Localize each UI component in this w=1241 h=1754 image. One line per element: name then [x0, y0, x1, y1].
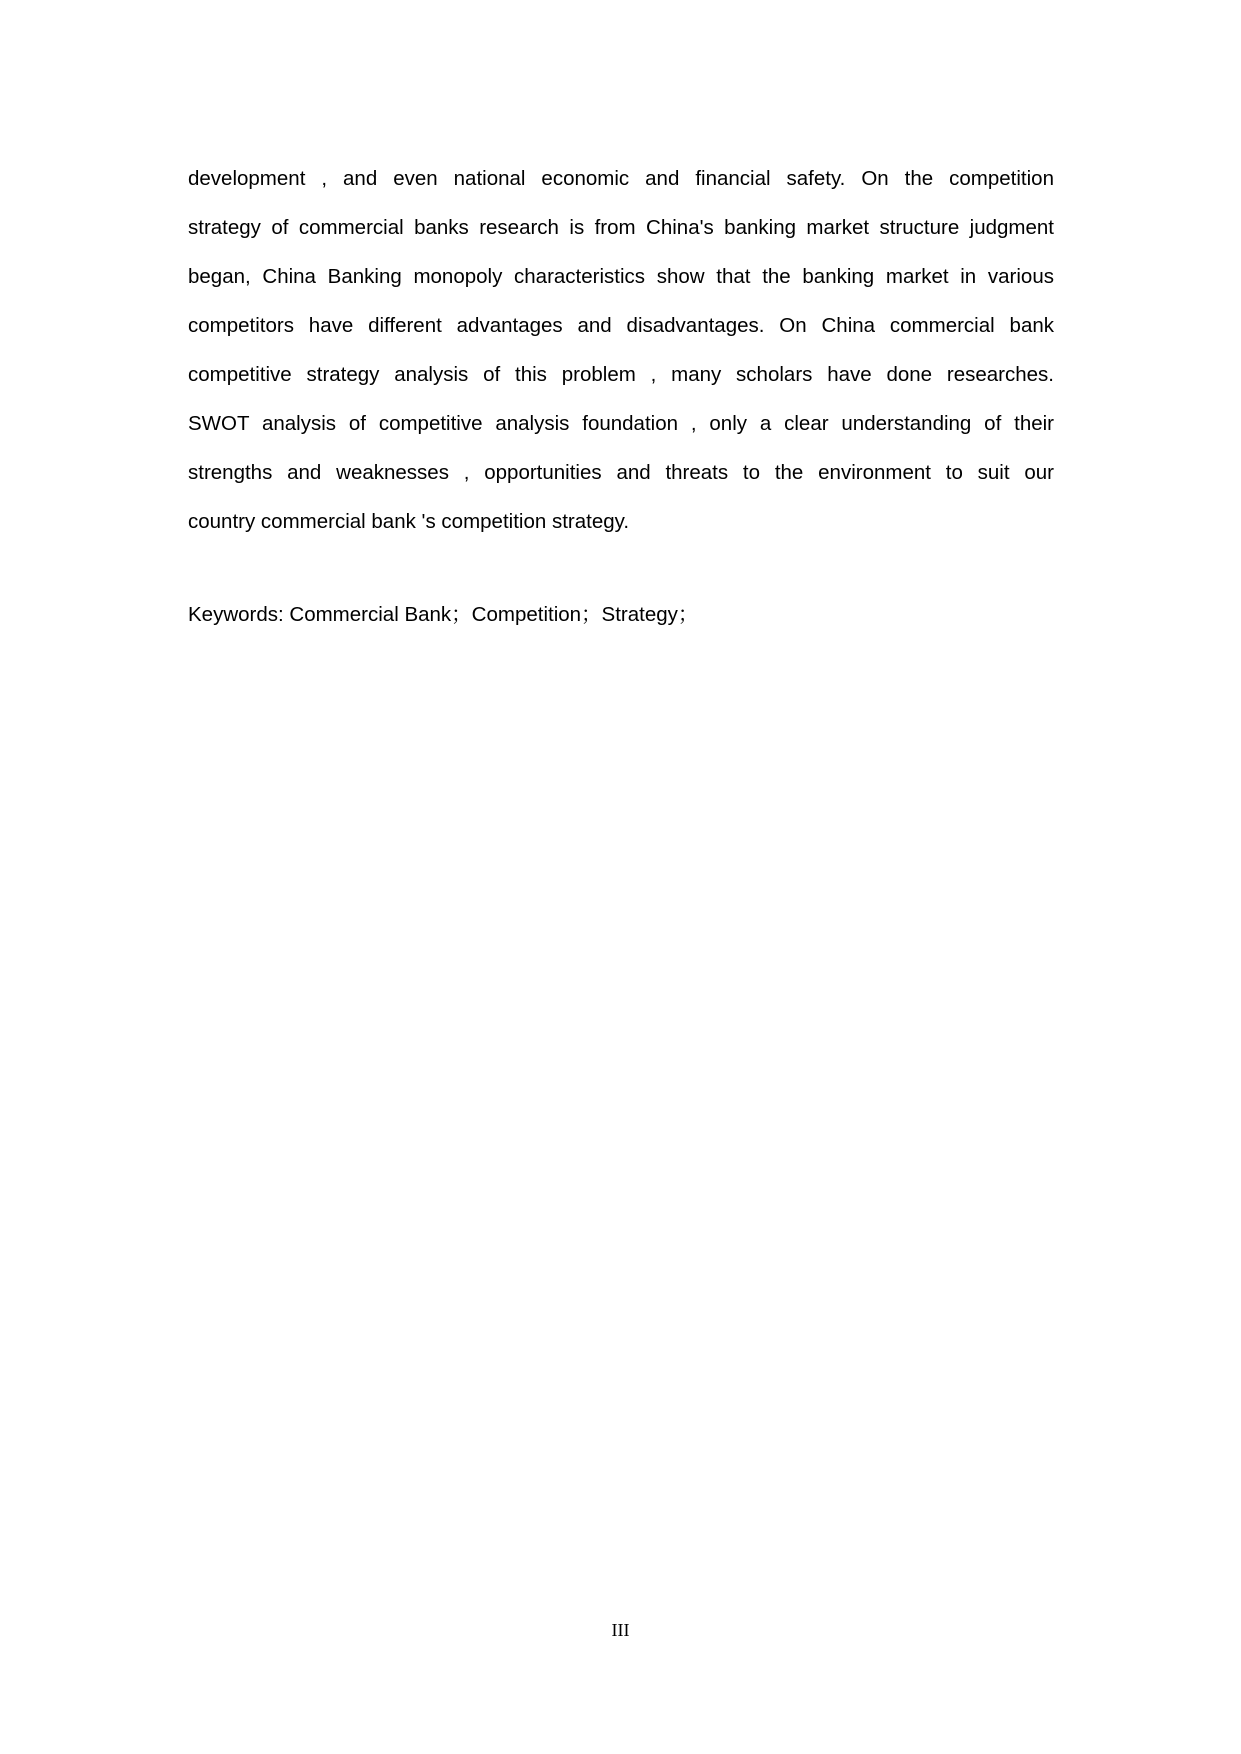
abstract-line: development , and even national economic and financial safety. On the competition	[188, 167, 1054, 190]
abstract-line: competitors have different advantages and disadvantages. On China commercial bank	[188, 314, 1054, 337]
abstract-line: SWOT analysis of competitive analysis foundation , only a clear understanding of their	[188, 412, 1054, 435]
page-number: III	[611, 1620, 630, 1640]
abstract-line: began, China Banking monopoly characteristics show that the banking market in various	[188, 265, 1054, 288]
abstract-line: strategy of commercial banks research is from China's banking market structure judgment	[188, 216, 1054, 239]
abstract-line: competitive strategy analysis of this problem , many scholars have done researches.	[188, 363, 1054, 386]
keywords-line: Keywords: Commercial Bank；Competition；Strategy；	[188, 603, 699, 626]
abstract-line: strengths and weaknesses , opportunities and threats to the environment to suit our	[188, 461, 1054, 484]
abstract-line: country commercial bank 's competition strategy.	[188, 510, 630, 533]
abstract-paragraph	[188, 154, 1054, 546]
